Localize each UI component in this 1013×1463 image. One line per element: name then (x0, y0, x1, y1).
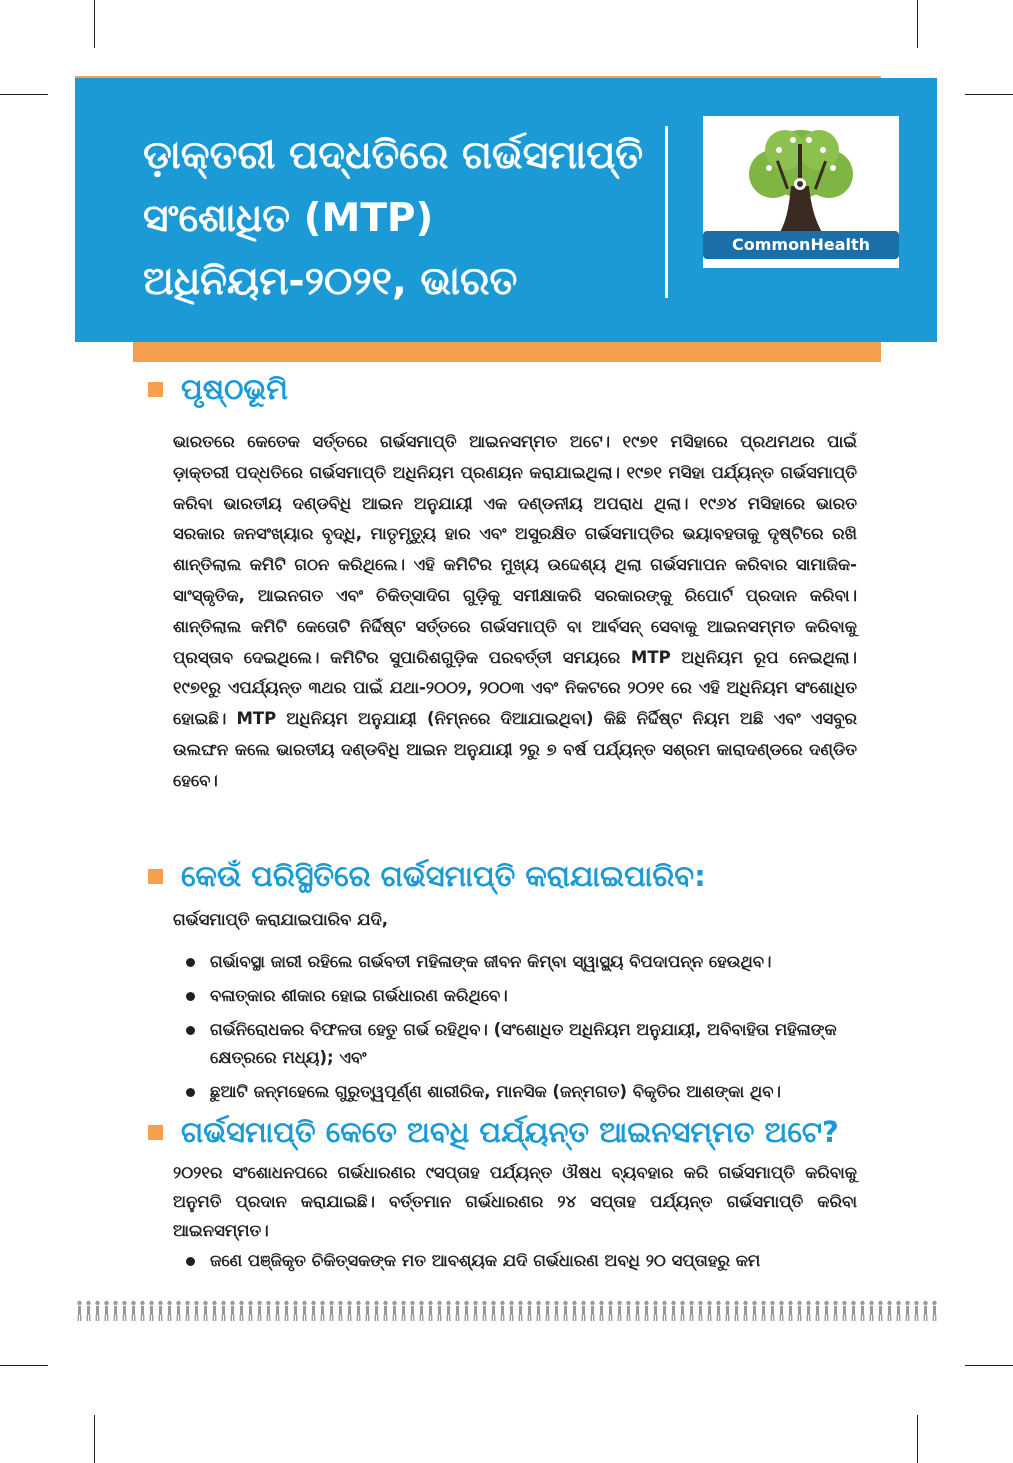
orange-square-bullet-icon (148, 869, 163, 884)
conditions-intro: ଗର୍ଭସମାପ୍ତି କରାଯାଇପାରିବ ଯଦି, (173, 910, 389, 929)
title-line: ସଂଶୋଧିତ (MTP) (143, 196, 434, 241)
crop-mark (965, 94, 1013, 95)
page-title (143, 124, 653, 313)
crop-mark (965, 1365, 1013, 1366)
bullet-dot-icon (186, 1026, 195, 1035)
crop-mark (0, 1365, 48, 1366)
title-line: ଅଧିନିୟମ-୨୦୨୧, ଭାରତ (143, 259, 518, 304)
list-item-text: ଜଣେ ପଞ୍ଜିକୃତ ଚିକିତ୍ସକଙ୍କ ମତ ଆବଶ୍ୟକ ଯଦି ଗର୍ଭଧାରଣ ଅବଧି ୨୦ ସପ୍ତାହରୁ କମ (210, 1251, 761, 1270)
list-item (186, 982, 876, 1010)
background-paragraph: ଭାରତରେ କେତେକ ସର୍ତ୍ତରେ ଗର୍ଭସମାପ୍ତି ଆଇନସମ୍ମତ ଅଟେ। ୧୯୭୧ ମସିହାରେ ପ୍ରଥମଥର ପାଇଁ ଡ଼ାକ୍ତରୀ ପଦ୍ଧତିରେ ଗର୍ଭସମାପ୍ତି ଅଧିନିୟମ ପ୍ରଣୟନ କରାଯାଇଥିଲା। ୧୯୭୧ ମସିହା ପର୍ଯ୍ୟନ୍ତ ଗର୍ଭସମାପ୍ତି କରିବା ଭାରତୀୟ ଦଣ୍ଡବିଧି ଆଇନ ଅନୁଯାୟୀ ଏକ ଦଣ୍ଡନୀୟ ଅପରାଧ ଥିଲା। ୧୯୬୪ ମସିହାରେ ଭାରତ ସରକାର ଜନସଂଖ୍ୟାର ବୃଦ୍ଧି, ମାତୃମୃତ୍ୟୁ ହାର ଏବଂ ଅସୁରକ୍ଷିତ ଗର୍ଭସମାପ୍ତିର ଭୟାବହତାକୁ ଦୃଷ୍ଟିରେ ରଖି ଶାନ୍ତିଲାଲ କମିଟି ଗଠନ କରିଥିଲେ। ଏହି କମିଟିର ମୁଖ୍ୟ ଉଦ୍ଦେଶ୍ୟ ଥିଲା ଗର୍ଭସମାପନ କରିବାର ସାମାଜିକ-ସାଂସ୍କୃତିକ, ଆଇନଗତ ଏବଂ ଚିକିତ୍ସାଦିଗ ଗୁଡ଼ିକୁ ସମୀକ୍ଷାକରି ସରକାରଙ୍କୁ ରିପୋର୍ଟ ପ୍ରଦାନ କରିବା। ଶାନ୍ତିଲାଲ କମିଟି କେତୋଟି ନିର୍ଦ୍ଦିଷ୍ଟ ସର୍ତ୍ତରେ ଗର୍ଭସମାପ୍ତି ବା ଆର୍ବସନ୍ ସେବାକୁ ଆଇନସମ୍ମତ କରିବାକୁ ପ୍ରସ୍ତାବ ଦେଇଥିଲେ। କମିଟିର ସୁପାରିଶଗୁଡ଼ିକ ପରବର୍ତ୍ତୀ ସମୟରେ MTP ଅଧିନିୟମ ରୂପ ନେଇଥିଲା। ୧୯୭୧ରୁ ଏପର୍ଯ୍ୟନ୍ତ ୩ଥର ପାଇଁ ଯଥା-୨୦୦୨, ୨୦୦୩ ଏବଂ ନିକଟରେ ୨୦୨୧ ରେ ଏହି ଅଧିନିୟମ ସଂଶୋଧିତ ହୋଇଛି। MTP ଅଧିନିୟମ ଅନୁଯାୟୀ (ନିମ୍ନରେ ଦିଆଯାଇଥିବା) କିଛି ନିର୍ଦ୍ଦିଷ୍ଟ ନିୟମ ଅଛି ଏବଂ ଏସବୁର ଉଲଙ୍ଘନ କଲେ ଭାରତୀୟ ଦଣ୍ଡବିଧି ଆଇନ ଅନୁଯାୟୀ ୨ରୁ ୭ ବର୍ଷ ପର୍ଯ୍ୟନ୍ତ ସଶ୍ରମ କାରାଦଣ୍ଡରେ ଦଣ୍ଡିତ ହେବେ। (173, 432, 857, 790)
logo-text: CommonHealth (703, 231, 899, 259)
bullet-dot-icon (186, 1088, 195, 1097)
bullet-dot-icon (186, 1257, 195, 1266)
section-heading-text: ଗର୍ଭସମାପ୍ତି କେତେ ଅବଧି ପର୍ଯ୍ୟନ୍ତ ଆଇନସମ୍ମତ ଅଟେ? (181, 1115, 839, 1149)
section-heading-text: କେଉଁ ପରିସ୍ଥିତିରେ ଗର୍ଭସମାପ୍ତି କରାଯାଇପାରିବ: (181, 859, 706, 893)
section-heading-conditions (148, 859, 706, 894)
conditions-list (186, 948, 876, 1112)
list-item (186, 1078, 876, 1106)
section-heading-text: ପୃଷ୍ଠଭୂମି (181, 372, 288, 406)
list-item-text: ଗର୍ଭନିରୋଧକର ବିଫଳତା ହେତୁ ଗର୍ଭ ରହିଥିବ। (ସଂଶୋଧିତ ଅଧିନିୟମ ଅନୁଯାୟୀ, ଅବିବାହିତା ମହିଳାଙ୍କ କ୍ଷେତ୍ରରେ ମଧ୍ୟ); ଏବଂ (210, 1020, 837, 1067)
header-divider (665, 126, 668, 298)
bullet-dot-icon (186, 992, 195, 1001)
section-heading-duration (148, 1115, 839, 1150)
crop-mark (917, 0, 918, 48)
duration-list (186, 1247, 876, 1281)
list-item-text: ଛୁଆଟି ଜନ୍ମହେଲେ ଗୁରୁତ୍ୱପୂର୍ଣ୍ଣ ଶାରୀରିକ, ମାନସିକ (ଜନ୍ମଗତ) ବିକୃତିର ଆଶଙ୍କା ଥିବ। (210, 1082, 781, 1101)
list-item-text: ଗର୍ଭାବସ୍ଥା ଜାରୀ ରହିଲେ ଗର୍ଭବତୀ ମହିଳାଙ୍କ ଜୀବନ କିମ୍ବା ସ୍ୱାସ୍ଥ୍ୟ ବିପଦାପନ୍ନ ହେଉଥିବ। (210, 952, 772, 971)
list-item-text: ବଳାତ୍କାର ଶୀକାର ହୋଇ ଗର୍ଭଧାରଣ କରିଥିବେ। (210, 986, 508, 1005)
crop-mark (0, 94, 48, 95)
orange-square-bullet-icon (148, 382, 163, 397)
list-item (186, 1016, 876, 1072)
footer-people-pattern (75, 1300, 937, 1322)
header-accent-band (133, 342, 881, 362)
crop-mark (94, 0, 95, 48)
orange-square-bullet-icon (148, 1125, 163, 1140)
duration-paragraph: ୨୦୨୧ର ସଂଶୋଧନପରେ ଗର୍ଭଧାରଣର ୯ସପ୍ତାହ ପର୍ଯ୍ୟନ୍ତ ଔଷଧ ବ୍ୟବହାର କରି ଗର୍ଭସମାପ୍ତି କରିବାକୁ ଅନୁମତି ପ୍ରଦାନ କରାଯାଇଛି। ବର୍ତ୍ତମାନ ଗର୍ଭଧାରଣର ୨୪ ସପ୍ତାହ ପର୍ଯ୍ୟନ୍ତ ଗର୍ଭସମାପ୍ତି କରିବା ଆଇନସମ୍ମତ। (173, 1163, 857, 1240)
list-item (186, 1247, 876, 1275)
crop-mark (94, 1415, 95, 1463)
title-line: ଡ଼ାକ୍ତରୀ ପଦ୍ଧତିରେ ଗର୍ଭସମାପ୍ତି (143, 133, 644, 178)
bullet-dot-icon (186, 958, 195, 967)
list-item (186, 948, 876, 976)
section-heading-background (148, 372, 288, 407)
crop-mark (917, 1415, 918, 1463)
